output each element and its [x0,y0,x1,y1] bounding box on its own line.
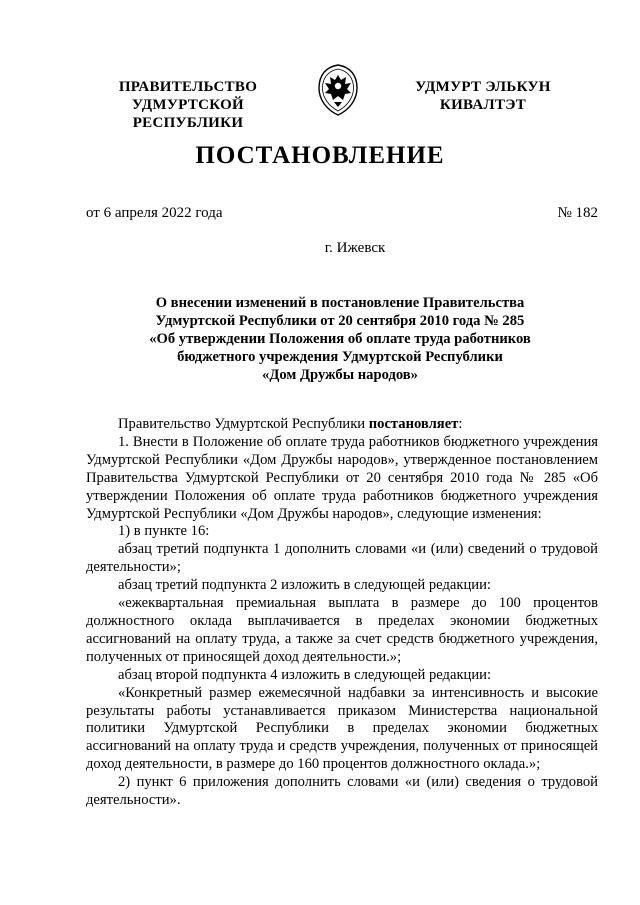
document-body [86,416,598,810]
subject-line: «Об утверждении Положения об оплате труда работников [149,331,531,347]
body-paragraph: 2) пункт 6 приложения дополнить словами «и (или) сведения о трудовой деятельности». [86,774,598,809]
coat-of-arms-icon [314,64,362,116]
government-name-line1: ПРАВИТЕЛЬСТВО [118,79,258,95]
government-name-udmurt-line1: УДМУРТ ЭЛЬКУН [415,79,551,95]
document-title: ПОСТАНОВЛЕНИЕ [195,142,445,169]
subject-line: Удмуртской Республики от 20 сентября 2010 года № 285 [155,313,525,329]
document-subject [110,294,570,384]
body-paragraph: 1. Внести в Положение об оплате труда работников бюджетного учреждения Удмуртской Республики «Дом Дружбы народов», утвержденное постановлением Правительства Удмуртской Республики от 20 сентября 2010 года № 285 «Об утверждении Положения об оплате труда работников бюджетного учреждения Удмуртской Республики «Дом Дружбы народов», следующие изменения: [86,433,598,522]
body-paragraph: «ежеквартальная премиальная выплата в размере до 100 процентов должностного оклада выплачивается в пределах экономии бюджетных ассигнований на оплату труда, а также за счет средств бюджетного учреждения, полученных от приносящей доход деятельности.»; [86,595,598,665]
body-paragraph: абзац второй подпункта 4 изложить в следующей редакции: [118,666,492,683]
body-paragraph: абзац третий подпункта 1 дополнить словами «и (или) сведений о трудовой деятельности»; [86,541,598,576]
intro-text: Правительство Удмуртской Республики [118,416,369,432]
body-paragraph: абзац третий подпункта 2 изложить в следующей редакции: [118,577,491,594]
government-name-russian [76,78,300,132]
subject-line: бюджетного учреждения Удмуртской Республики [177,349,503,365]
intro-bold: постановляет [368,416,459,432]
subject-line: «Дом Дружбы народов» [262,367,418,383]
subject-line: О внесении изменений в постановление Правительства [155,295,525,311]
document-city: г. Ижевск [324,240,386,256]
document-date: от 6 апреля 2022 года [86,205,223,221]
body-intro [86,416,598,434]
intro-colon: : [458,416,463,432]
government-name-line2: УДМУРТСКОЙ РЕСПУБЛИКИ [132,97,244,131]
body-paragraph: 1) в пункте 16: [118,523,210,540]
government-name-udmurt-line2: КИВАЛТЭТ [439,97,527,113]
government-name-udmurt [398,78,568,114]
document-number: № 182 [557,205,598,221]
body-paragraph: «Конкретный размер ежемесячной надбавки за интенсивность и высокие результаты работы устанавливается приказом Министерства национальной политики Удмуртской Республики в пределах экономии бюджетных ассигнований на оплату труда и средств учреждения, полученных от приносящей доход деятельности, в размере до 160 процентов должностного оклада.»; [86,684,598,773]
